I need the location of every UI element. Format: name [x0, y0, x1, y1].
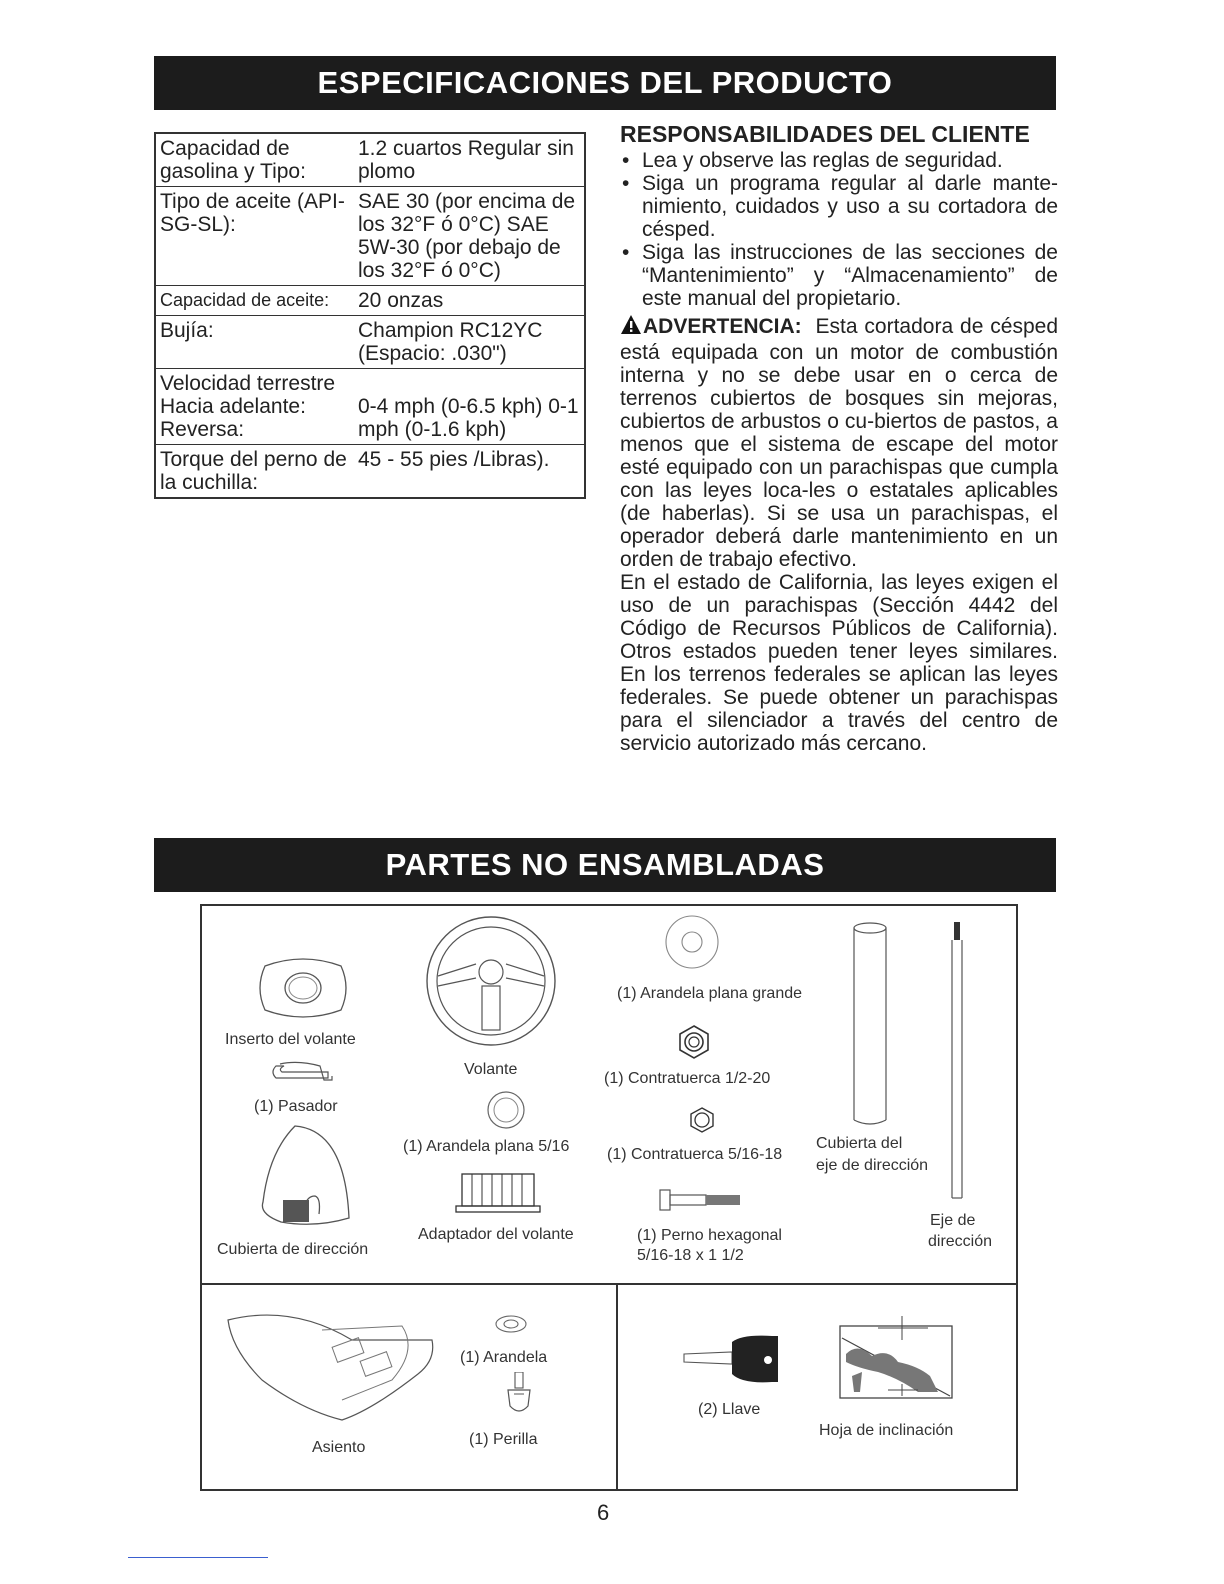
- key-icon: [682, 1334, 782, 1384]
- warning-paragraph: [620, 314, 1058, 571]
- shaft-label-2: dirección: [928, 1233, 993, 1250]
- warning-title: ADVERTENCIA:: [643, 315, 802, 338]
- hex-bolt-size-label: 5/16-18 x 1 1/2: [637, 1247, 744, 1264]
- responsibilities-list: [620, 149, 1058, 310]
- steering-insert-label: Inserto del volante: [225, 1031, 356, 1048]
- knob-icon: [504, 1372, 534, 1422]
- spec-label: Bujía:: [155, 316, 354, 369]
- spec-value: Champion RC12YC (Espacio: .030"): [354, 316, 585, 369]
- shaft-cover-label-2: eje de dirección: [816, 1157, 929, 1174]
- california-paragraph: En el estado de California, las leyes exigen el uso de un parachispas (Sección 4442 del Código de Recursos Públicos de California). Otros estados pueden tener leyes similares. En los terrenos federales se aplican las leyes federales. Se puede obtener un parachispas para el silenciador a través del centro de servicio autorizado más cercano.: [620, 571, 1058, 755]
- steering-wheel-icon: [424, 914, 558, 1048]
- hex-bolt-icon: [658, 1188, 742, 1212]
- steering-shaft-icon: [948, 922, 966, 1204]
- responsibilities-heading: RESPONSABILIDADES DEL CLIENTE: [620, 121, 1030, 147]
- steering-wheel-label: Volante: [464, 1061, 518, 1078]
- spec-row: [155, 133, 585, 187]
- spec-row: [155, 316, 585, 369]
- large-washer-icon: [664, 914, 720, 970]
- spec-value: 1.2 cuartos Regular sin plomo: [354, 133, 585, 187]
- spec-row: [155, 369, 585, 445]
- shaft-cover-label: Cubierta del: [816, 1135, 903, 1152]
- page-number: 6: [597, 1500, 610, 1525]
- spec-row: [155, 187, 585, 286]
- locknut-small-label: (1) Contratuerca 5/16-18: [607, 1146, 783, 1163]
- knob-label: (1) Perilla: [469, 1431, 538, 1448]
- footer-line: [128, 1557, 268, 1558]
- slope-sheet-icon: [838, 1316, 956, 1402]
- slope-sheet-label: Hoja de inclinación: [819, 1422, 954, 1439]
- key-label: (2) Llave: [698, 1401, 761, 1418]
- list-item: • Siga un programa regular al darle mante-nimiento, cuidados y uso a su cortadora de césped.: [620, 172, 1058, 241]
- spec-table: [154, 132, 586, 499]
- shaft-label: Eje de: [930, 1212, 976, 1229]
- responsibilities-section: [620, 122, 1058, 755]
- wheel-adapter-label: Adaptador del volante: [418, 1226, 574, 1243]
- spec-value: 0-4 mph (0-6.5 kph) 0-1 mph (0-1.6 kph): [354, 369, 585, 445]
- steering-cover-label: Cubierta de dirección: [217, 1241, 369, 1258]
- wheel-adapter-icon: [452, 1170, 544, 1216]
- list-item: • Lea y observe las reglas de seguridad.: [620, 149, 1058, 172]
- steering-shaft-cover-icon: [850, 920, 890, 1130]
- steering-insert-icon: [255, 952, 351, 1024]
- spec-row: [155, 445, 585, 499]
- spec-label: Capacidad de gasolina y Tipo:: [155, 133, 354, 187]
- spec-value: SAE 30 (por encima de los 32°F ó 0°C) SAE 5W-30 (por debajo de los 32°F ó 0°C): [354, 187, 585, 286]
- locknut-icon: [676, 1024, 712, 1060]
- large-washer-label: (1) Arandela plana grande: [617, 985, 803, 1002]
- spec-label: Capacidad de aceite:: [155, 286, 354, 316]
- hex-bolt-label: (1) Perno hexagonal: [637, 1227, 782, 1244]
- pin-icon: [268, 1058, 342, 1088]
- spec-label: Velocidad terrestre Hacia adelante: Reversa:: [155, 369, 354, 445]
- locknut-small-icon: [688, 1106, 716, 1134]
- parts-divider: [200, 1283, 1018, 1285]
- spec-row: [155, 286, 585, 316]
- washer-icon: [494, 1314, 528, 1334]
- flat-washer-label: (1) Arandela plana 5/16: [403, 1138, 570, 1155]
- flat-washer-icon: [486, 1090, 526, 1130]
- steering-cover-icon: [255, 1122, 353, 1230]
- spec-value: 20 onzas: [354, 286, 585, 316]
- locknut-label: (1) Contratuerca 1/2-20: [604, 1070, 771, 1087]
- washer-label: (1) Arandela: [460, 1349, 548, 1366]
- seat-icon: [222, 1300, 442, 1424]
- parts-banner: PARTES NO ENSAMBLADAS: [154, 838, 1056, 892]
- spec-value: 45 - 55 pies /Libras).: [358, 448, 550, 471]
- seat-label: Asiento: [312, 1439, 366, 1456]
- list-item: • Siga las instrucciones de las secciones de “Mantenimiento” y “Almacenamiento” de este manual del propietario.: [620, 241, 1058, 310]
- specs-banner: ESPECIFICACIONES DEL PRODUCTO: [154, 56, 1056, 110]
- warning-text: Esta cortadora de césped está equipada con un motor de combustión interna y no se debe usar en o cerca de terrenos cubiertos de bosques sin mejoras, cubiertos de arbustos o cu-biertos de pastos, a menos que el sistema de escape del motor esté equipado con un parachispas que cumpla con las leyes loca-les o estatales aplicables (de haberlas). Si se usa un parachispas, el operador deberá darle mantenimiento en un orden de trabajo efectivo.: [620, 315, 1058, 571]
- warning-icon: [620, 314, 642, 341]
- spec-label: Torque del perno de la cuchilla:: [160, 448, 347, 494]
- parts-divider: [616, 1284, 618, 1490]
- spec-label: Tipo de aceite (API-SG-SL):: [155, 187, 354, 286]
- pin-label: (1) Pasador: [254, 1098, 338, 1115]
